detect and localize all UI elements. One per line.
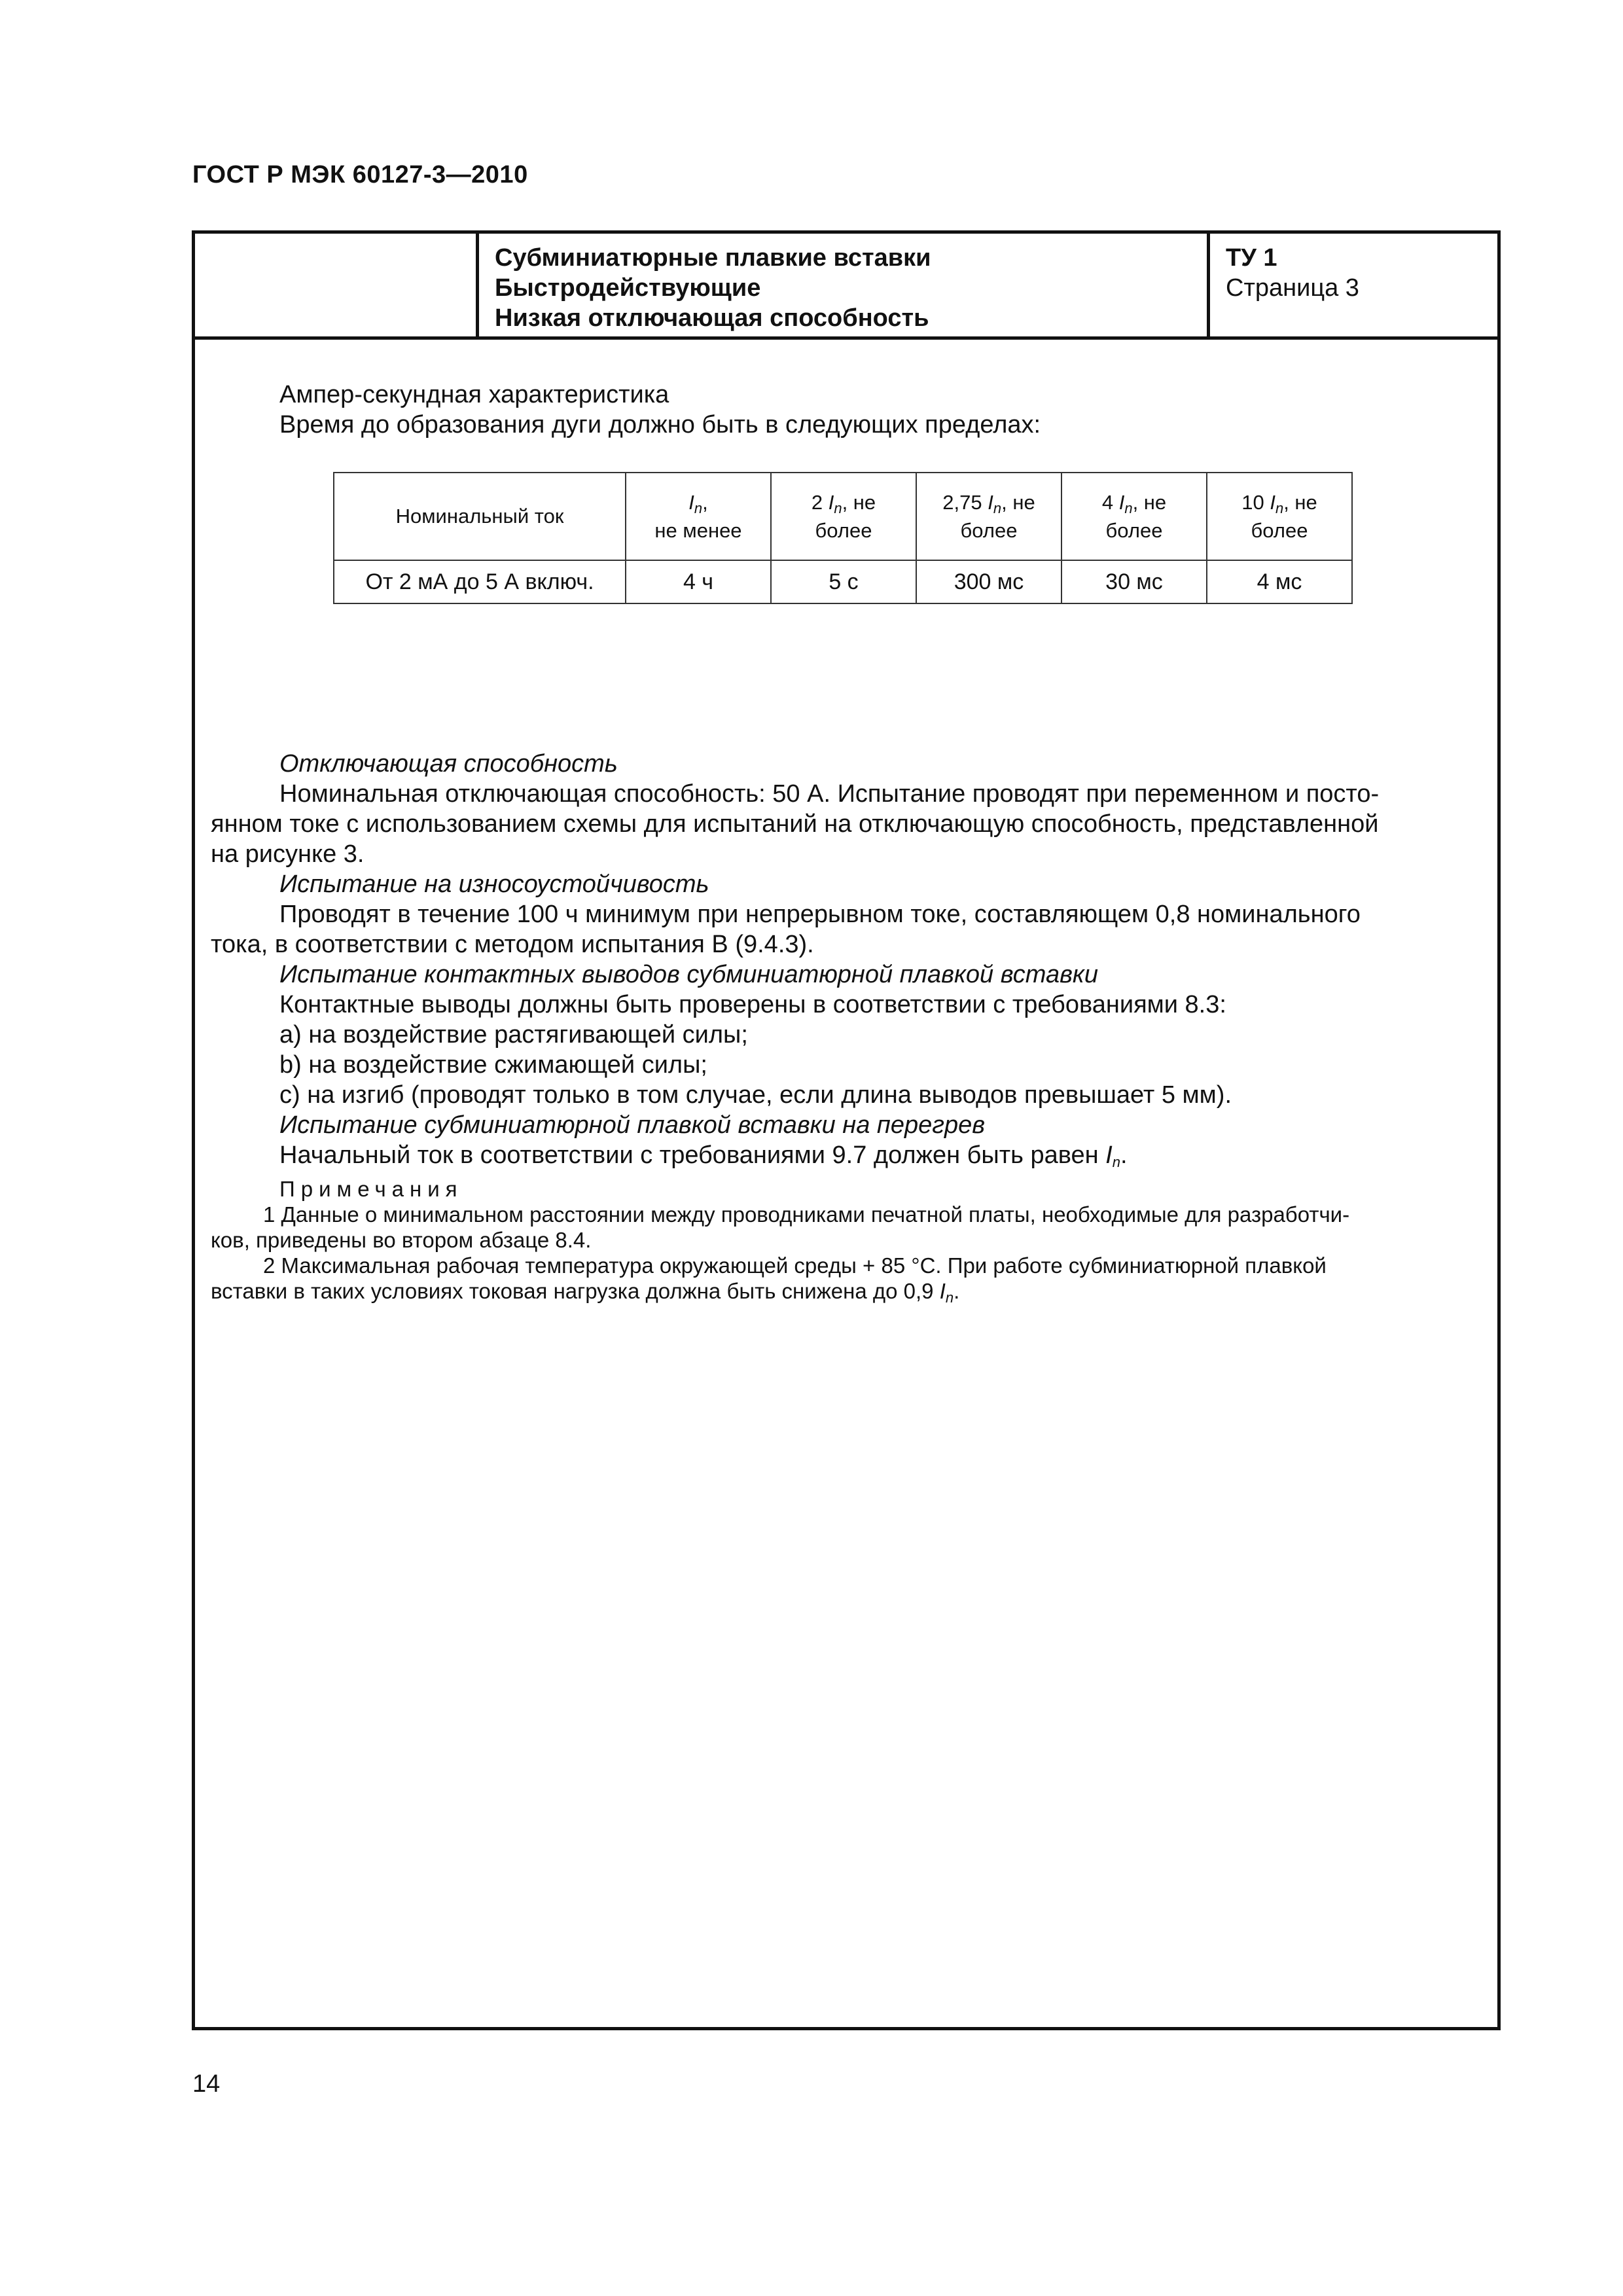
section-heading: Отключающая способность — [279, 750, 618, 778]
section-heading: Испытание на износоустойчивость — [279, 870, 709, 898]
header-title-cell — [482, 234, 1210, 336]
current-symbol: I — [1118, 490, 1125, 514]
paragraph-line — [211, 1140, 1486, 1177]
current-subscript: n — [993, 499, 1002, 516]
table-header-cell — [916, 473, 1061, 560]
note-line — [211, 1278, 1486, 1310]
note-line: 1 Данные о минимальном расстоянии между проводниками печатной платы, необходимые для разработчи- — [263, 1202, 1350, 1227]
header-empty-cell — [195, 234, 479, 336]
note-end: . — [954, 1279, 960, 1303]
header-cell-text: , не — [1001, 490, 1035, 514]
intro-line-1: Ампер-секундная характеристика — [279, 381, 669, 408]
list-item: c) на изгиб (проводят только в том случае, если длина выводов превышает 5 мм). — [279, 1081, 1232, 1109]
notes-heading: Примечания — [279, 1177, 463, 1201]
header-cell-text: , не — [1283, 490, 1317, 514]
header-title-line-3: Низкая отключающая способность — [495, 304, 929, 332]
header-cell-line2: более — [1105, 518, 1163, 542]
sheet-page: Страница 3 — [1226, 274, 1359, 302]
current-symbol: I — [939, 1279, 946, 1303]
doc-code: ГОСТ Р МЭК 60127-3—2010 — [192, 161, 528, 188]
paragraph-line: Контактные выводы должны быть проверены в соответствии с требованиями 8.3: — [279, 991, 1226, 1018]
header-cell-line2: более — [960, 518, 1018, 542]
table-header-cell — [1207, 473, 1352, 560]
header-cell-line2: более — [1251, 518, 1308, 542]
table-cell: 4 ч — [626, 560, 771, 603]
header-cell-text: , не — [842, 490, 876, 514]
table-header-cell — [1061, 473, 1207, 560]
table-header-cell — [626, 473, 771, 560]
header-cell-text: , не — [1132, 490, 1167, 514]
paragraph-line: Проводят в течение 100 ч минимум при непрерывном токе, составляющем 0,8 номинального — [279, 901, 1361, 928]
paragraph-text: Начальный ток в соответствии с требованиями 9.7 должен быть равен — [279, 1141, 1106, 1169]
current-symbol: I — [1270, 490, 1275, 514]
table-cell: 5 с — [771, 560, 916, 603]
note-text: вставки в таких условиях токовая нагрузка должна быть снижена до 0,9 — [211, 1279, 940, 1303]
list-item: a) на воздействие растягивающей силы; — [279, 1021, 748, 1049]
table-cell-rated-current: От 2 мА до 5 А включ. — [334, 560, 626, 603]
current-subscript: n — [1275, 499, 1284, 516]
paragraph-line: тока, в соответствии с методом испытания В (9.4.3). — [211, 931, 814, 958]
table-row — [334, 560, 1352, 603]
header-cell-text: , — [702, 490, 708, 514]
intro-block — [211, 380, 1486, 440]
header-cell-text: Номинальный ток — [395, 505, 564, 528]
header-sheet-cell — [1213, 234, 1497, 336]
current-symbol: I — [688, 490, 694, 514]
header-cell-line2: более — [815, 518, 872, 542]
current-symbol: I — [1105, 1141, 1113, 1169]
current-symbol: I — [988, 490, 993, 514]
current-subscript: n — [694, 499, 703, 516]
sheet-id: ТУ 1 — [1226, 244, 1277, 272]
header-cell-text: 4 — [1101, 490, 1119, 514]
note-line: 2 Максимальная рабочая температура окружающей среды + 85 °С. При работе субминиатюрной плавкой — [263, 1253, 1327, 1278]
table-header-cell — [334, 473, 626, 560]
current-subscript: n — [945, 1289, 954, 1306]
header-cell-text: 10 — [1241, 490, 1270, 514]
paragraph-end: . — [1120, 1141, 1128, 1169]
header-cell-text: 2,75 — [942, 490, 988, 514]
header-title-line-2: Быстродействующие — [495, 274, 761, 302]
paragraph-line: янном токе с использованием схемы для испытаний на отключающую способность, представленной — [211, 810, 1379, 838]
table-cell: 30 мс — [1061, 560, 1207, 603]
note-line: ков, приведены во втором абзаце 8.4. — [211, 1228, 592, 1252]
current-subscript: n — [1112, 1154, 1121, 1170]
paragraph-line: на рисунке 3. — [211, 840, 365, 868]
current-subscript: n — [1124, 499, 1133, 516]
header-cell-line2: не менее — [654, 518, 742, 542]
section-heading: Испытание субминиатюрной плавкой вставки на перегрев — [279, 1111, 986, 1139]
list-item: b) на воздействие сжимающей силы; — [279, 1051, 707, 1079]
header-cell-text: 2 — [811, 490, 829, 514]
table-cell: 300 мс — [916, 560, 1061, 603]
page-number: 14 — [192, 2070, 221, 2098]
header-title-line-1: Субминиатюрные плавкие вставки — [495, 244, 931, 272]
form-header — [195, 234, 1497, 340]
form-frame — [192, 230, 1501, 2030]
requirements-text — [211, 749, 1486, 1177]
table-header-row — [334, 473, 1352, 560]
intro-line-2: Время до образования дуги должно быть в следующих пределах: — [279, 411, 1041, 439]
current-symbol: I — [828, 490, 834, 514]
table-header-cell — [771, 473, 916, 560]
paragraph-line: Номинальная отключающая способность: 50 А. Испытание проводят при переменном и посто- — [279, 780, 1380, 808]
section-heading: Испытание контактных выводов субминиатюрной плавкой вставки — [279, 961, 1099, 988]
current-subscript: n — [834, 499, 842, 516]
table-cell: 4 мс — [1207, 560, 1352, 603]
ampere-second-table — [333, 472, 1353, 604]
notes-block — [211, 1176, 1486, 1310]
